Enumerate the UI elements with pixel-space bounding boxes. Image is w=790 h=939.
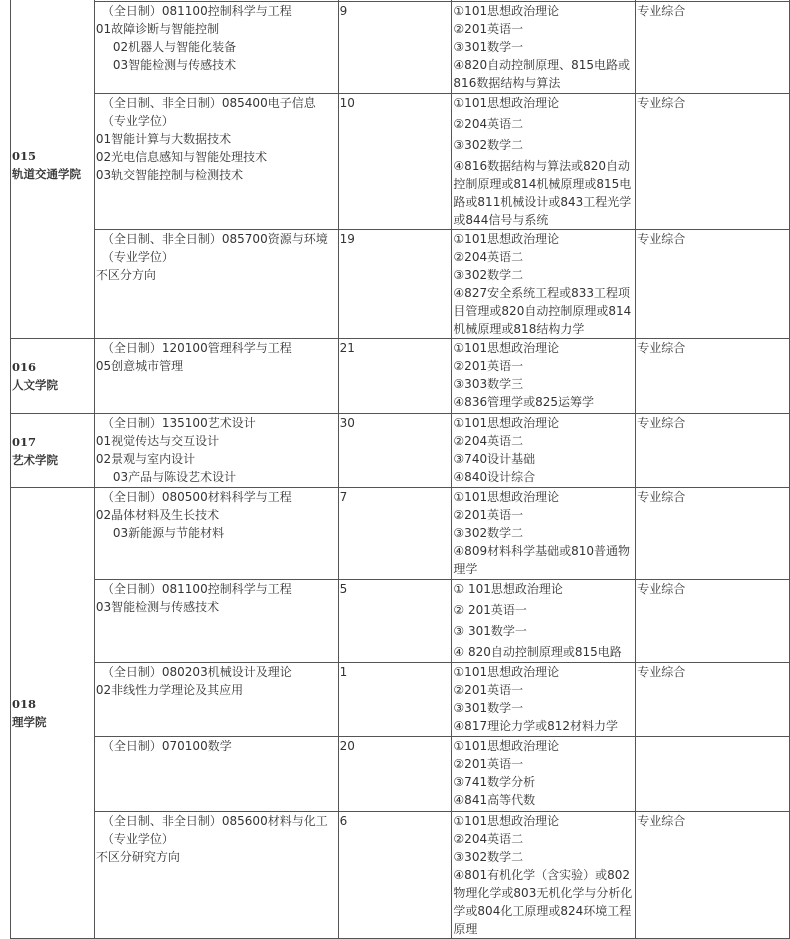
college-cell xyxy=(11,488,95,939)
college-cell xyxy=(11,0,95,339)
table-row xyxy=(11,339,790,414)
table-row xyxy=(11,663,790,737)
direction-item: 02晶体材料及生长技术 xyxy=(95,508,220,522)
exam-item: ③303数学三 xyxy=(453,377,524,391)
program-title: （全日制）081100控制科学与工程 xyxy=(101,582,292,596)
exam-item: ②201英语一 xyxy=(453,683,524,697)
exam-item: ④840设计综合 xyxy=(453,470,536,484)
program-title: （全日制）135100艺术设计 xyxy=(101,416,256,430)
program-title: （全日制）080500材料科学与工程 xyxy=(101,490,292,504)
retest-cell: 专业综合 xyxy=(636,580,790,663)
exam-item: ②204英语二 xyxy=(453,117,524,131)
direction-item: 02机器人与智能化装备 xyxy=(112,40,237,54)
program-title: （全日制）080203机械设计及理论 xyxy=(101,665,292,679)
exam-item: ③302数学二 xyxy=(453,138,524,152)
exam-item: ①101思想政治理论 xyxy=(453,4,560,18)
quota-cell: 21 xyxy=(338,339,452,414)
program-title: （全日制）070100数学 xyxy=(101,739,232,753)
quota-cell: 10 xyxy=(338,94,452,230)
quota-cell: 1 xyxy=(338,663,452,737)
retest-cell xyxy=(636,737,790,812)
exam-item: ③740设计基础 xyxy=(453,452,536,466)
direction-item: 03智能检测与传感技术 xyxy=(112,58,237,72)
exam-item: ④ 820自动控制原理或815电路 xyxy=(453,645,622,659)
exam-item: ③301数学一 xyxy=(453,701,524,715)
exam-item: ②201英语一 xyxy=(453,22,524,36)
program-cell xyxy=(94,737,338,812)
direction-item: 03智能检测与传感技术 xyxy=(95,600,220,614)
exam-item: ①101思想政治理论 xyxy=(453,416,560,430)
exam-item: ① 101思想政治理论 xyxy=(453,582,563,596)
direction-item: 02非线性力学理论及其应用 xyxy=(95,683,244,697)
program-title: （全日制、非全日制）085400电子信息（专业学位） xyxy=(101,96,316,128)
exam-item: ③ 301数学一 xyxy=(453,624,527,638)
quota-cell: 20 xyxy=(338,737,452,812)
exam-item: ② 201英语一 xyxy=(453,603,527,617)
quota-cell: 9 xyxy=(338,2,452,94)
college-code: 017 xyxy=(12,434,37,449)
program-title: （全日制、非全日制）085700资源与环境（专业学位） xyxy=(101,232,328,264)
exam-cell xyxy=(452,812,636,939)
retest-cell: 专业综合 xyxy=(636,339,790,414)
exam-item: ②204英语二 xyxy=(453,250,524,264)
college-cell xyxy=(11,339,95,414)
table-row xyxy=(11,94,790,230)
exam-item: ③741数学分析 xyxy=(453,775,536,789)
exam-item: ②204英语二 xyxy=(453,832,524,846)
retest-cell: 专业综合 xyxy=(636,663,790,737)
program-title: （全日制）120100管理科学与工程 xyxy=(101,341,292,355)
direction-item: 03轨交智能控制与检测技术 xyxy=(95,168,244,182)
table-row xyxy=(11,737,790,812)
quota-cell: 5 xyxy=(338,580,452,663)
exam-item: ④841高等代数 xyxy=(453,793,536,807)
table-row xyxy=(11,414,790,488)
retest-cell: 专业综合 xyxy=(636,414,790,488)
exam-cell xyxy=(452,339,636,414)
table-row xyxy=(11,812,790,939)
retest-cell: 专业综合 xyxy=(636,2,790,94)
exam-item: ①101思想政治理论 xyxy=(453,739,560,753)
quota-cell: 30 xyxy=(338,414,452,488)
exam-item: ①101思想政治理论 xyxy=(453,96,560,110)
exam-item: ①101思想政治理论 xyxy=(453,232,560,246)
retest-cell: 专业综合 xyxy=(636,230,790,339)
exam-item: ④820自动控制原理、815电路或816数据结构与算法 xyxy=(453,58,630,90)
direction-item: 01故障诊断与智能控制 xyxy=(95,22,220,36)
exam-item: ②201英语一 xyxy=(453,508,524,522)
program-cell xyxy=(94,2,338,94)
college-code: 018 xyxy=(12,697,37,711)
program-cell xyxy=(94,94,338,230)
exam-item: ①101思想政治理论 xyxy=(453,341,560,355)
program-title: （全日制）081100控制科学与工程 xyxy=(101,4,292,18)
table-row xyxy=(11,230,790,339)
retest-cell: 专业综合 xyxy=(636,812,790,939)
college-name: 理学院 xyxy=(12,715,47,729)
exam-item: ③302数学二 xyxy=(453,268,524,282)
exam-cell xyxy=(452,230,636,339)
exam-cell xyxy=(452,414,636,488)
direction-item: 02景观与室内设计 xyxy=(95,452,196,466)
direction-item: 03新能源与节能材料 xyxy=(112,526,225,540)
direction-item: 01视觉传达与交互设计 xyxy=(95,434,220,448)
quota-cell: 7 xyxy=(338,488,452,580)
program-cell xyxy=(94,580,338,663)
exam-item: ①101思想政治理论 xyxy=(453,665,560,679)
direction-item: 03产品与陈设艺术设计 xyxy=(112,470,237,484)
program-cell xyxy=(94,812,338,939)
exam-item: ③301数学一 xyxy=(453,40,524,54)
exam-cell xyxy=(452,94,636,230)
quota-cell: 6 xyxy=(338,812,452,939)
table-row xyxy=(11,580,790,663)
direction-item: 02光电信息感知与智能处理技术 xyxy=(95,150,268,164)
program-cell xyxy=(94,414,338,488)
college-code: 016 xyxy=(12,360,37,374)
direction-item: 01智能计算与大数据技术 xyxy=(95,132,232,146)
exam-item: ④817理论力学或812材料力学 xyxy=(453,719,618,733)
college-code: 015 xyxy=(12,149,37,163)
exam-item: ④816数据结构与算法或820自动控制原理或814机械原理或815电路或811机械设计或843工程光学或844信号与系统 xyxy=(453,159,632,227)
retest-cell: 专业综合 xyxy=(636,94,790,230)
college-name: 人文学院 xyxy=(12,378,58,392)
admissions-table xyxy=(10,0,790,939)
retest-cell: 专业综合 xyxy=(636,488,790,580)
exam-item: ④809材料科学基础或810普通物理学 xyxy=(453,544,630,576)
exam-cell xyxy=(452,663,636,737)
program-title: （全日制、非全日制）085600材料与化工（专业学位） xyxy=(101,814,328,846)
table-row xyxy=(11,488,790,580)
exam-item: ①101思想政治理论 xyxy=(453,490,560,504)
table-row xyxy=(11,2,790,94)
exam-item: ①101思想政治理论 xyxy=(453,814,560,828)
college-cell xyxy=(11,414,95,488)
college-name: 艺术学院 xyxy=(12,452,58,467)
exam-item: ④801有机化学（含实验）或802物理化学或803无机化学与分析化学或804化工原理或824环境工程原理 xyxy=(453,868,633,936)
exam-item: ④827安全系统工程或833工程项目管理或820自动控制原理或814机械原理或818结构力学 xyxy=(453,286,632,336)
exam-item: ④836管理学或825运筹学 xyxy=(453,395,594,409)
program-cell xyxy=(94,488,338,580)
program-cell xyxy=(94,663,338,737)
exam-item: ②201英语一 xyxy=(453,359,524,373)
exam-cell xyxy=(452,580,636,663)
quota-cell: 19 xyxy=(338,230,452,339)
exam-item: ③302数学二 xyxy=(453,850,524,864)
college-name: 轨道交通学院 xyxy=(12,167,81,181)
exam-item: ③302数学二 xyxy=(453,526,524,540)
exam-cell xyxy=(452,2,636,94)
exam-cell xyxy=(452,488,636,580)
program-cell xyxy=(94,339,338,414)
exam-cell xyxy=(452,737,636,812)
program-cell xyxy=(94,230,338,339)
direction-item: 不区分研究方向 xyxy=(95,850,180,864)
direction-item: 不区分方向 xyxy=(95,268,156,282)
direction-item: 05创意城市管理 xyxy=(95,359,184,373)
exam-item: ②204英语二 xyxy=(453,434,524,448)
exam-item: ②201英语一 xyxy=(453,757,524,771)
